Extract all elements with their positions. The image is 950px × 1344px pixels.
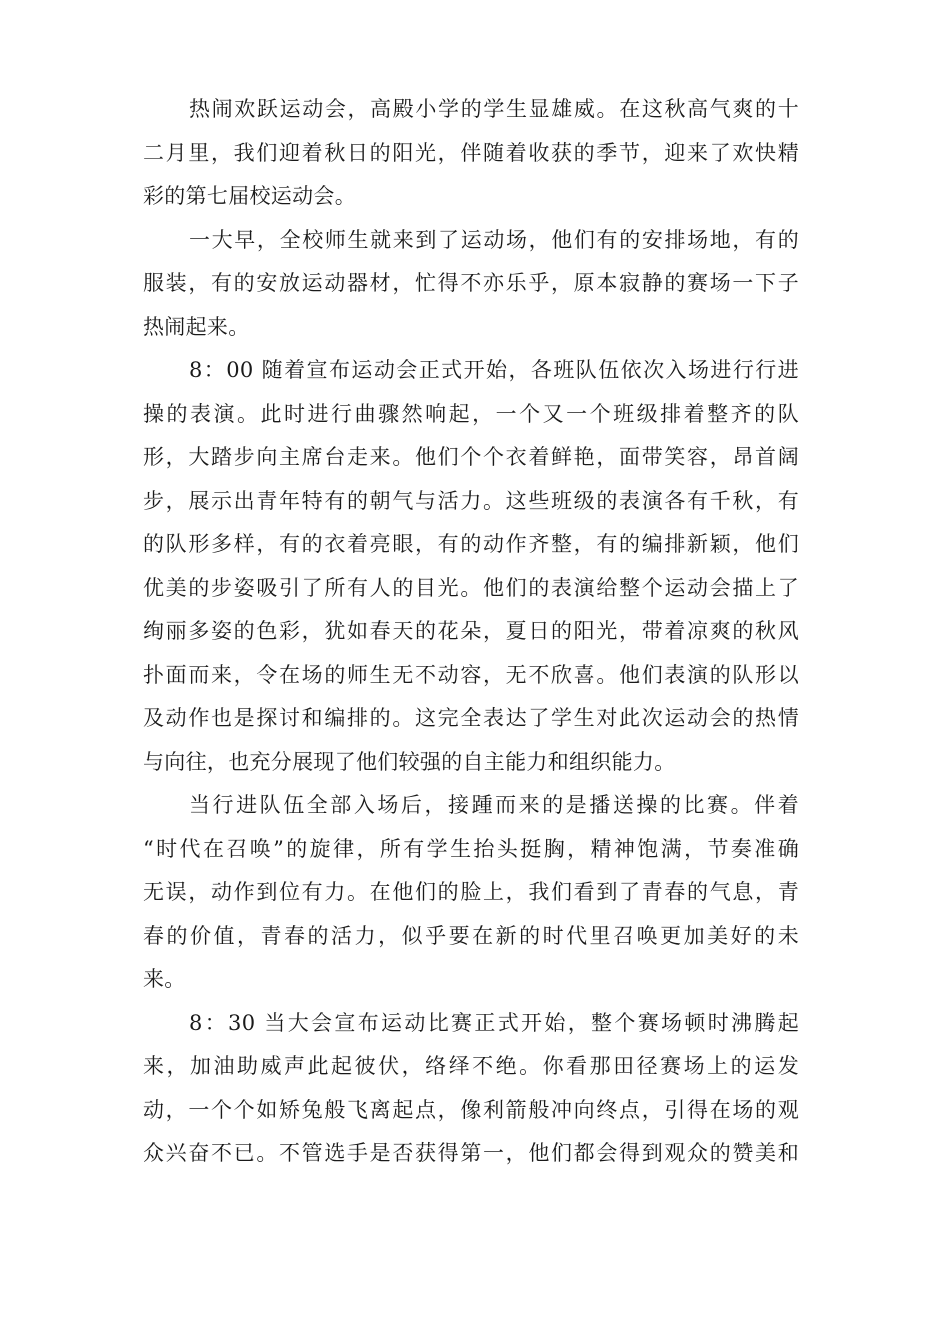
paragraph (143, 349, 799, 784)
text-line: 服装，有的安放运动器材，忙得不亦乐乎，原本寂静的赛场一下子 (143, 271, 799, 295)
text-line: 彩的第七届校运动会。 (143, 184, 356, 208)
text-line: 与向往，也充分展现了他们较强的自主能力和组织能力。 (143, 749, 676, 774)
text-line: 形，大踏步向主席台走来。他们个个衣着鲜艳，面带笑容，昂首阔 (143, 445, 799, 469)
document-body (143, 88, 799, 1176)
text-line: 来，加油助威声此起彼伏，络绎不绝。你看那田径赛场上的运发 (143, 1054, 799, 1078)
paragraph (143, 219, 799, 350)
text-line: 优美的步姿吸引了所有人的目光。他们的表演给整个运动会描上了 (143, 575, 799, 600)
text-line: 的队形多样，有的衣着亮眼，有的动作齐整，有的编排新颖，他们 (143, 532, 799, 556)
text-line: 热闹欢跃运动会，高殿小学的学生显雄威。在这秋高气爽的十 (189, 97, 799, 121)
paragraph (143, 88, 799, 219)
text-line: 众兴奋不已。不管选手是否获得第一，他们都会得到观众的赞美和 (143, 1141, 799, 1165)
text-line: 动，一个个如矫兔般飞离起点，像利箭般冲向终点，引得在场的观 (143, 1097, 799, 1122)
text-line: 步，展示出青年特有的朝气与活力。这些班级的表演各有千秋，有 (143, 488, 799, 513)
text-line: 及动作也是探讨和编排的。这完全表达了学生对此次运动会的热情 (143, 706, 799, 730)
text-line: 一大早，全校师生就来到了运动场，他们有的安排场地，有的 (189, 227, 799, 252)
text-line: 8：00 随着宣布运动会正式开始，各班队伍依次入场进行行进 (189, 358, 799, 382)
text-line: 8：30 当大会宣布运动比赛正式开始，整个赛场顿时沸腾起 (189, 1010, 799, 1035)
text-line: 来。 (143, 967, 186, 991)
text-line: 无误，动作到位有力。在他们的脸上，我们看到了青春的气息，青 (143, 880, 799, 904)
text-line: 热闹起来。 (143, 314, 250, 339)
text-line: 二月里，我们迎着秋日的阳光，伴随着收获的季节，迎来了欢快精 (143, 140, 799, 165)
text-line: 绚丽多姿的色彩，犹如春天的花朵，夏日的阳光，带着凉爽的秋风 (143, 619, 799, 643)
text-line: 春的价值，青春的活力，似乎要在新的时代里召唤更加美好的未 (143, 923, 799, 948)
text-line: “时代在召唤”的旋律，所有学生抬头挺胸，精神饱满，节奏准确 (143, 836, 799, 861)
text-line: 扑面而来，令在场的师生无不动容，无不欣喜。他们表演的队形以 (143, 662, 799, 687)
paragraph (143, 1002, 799, 1176)
text-line: 操的表演。此时进行曲骤然响起，一个又一个班级排着整齐的队 (143, 401, 799, 426)
text-line: 当行进队伍全部入场后，接踵而来的是播送操的比赛。伴着 (189, 793, 799, 817)
paragraph (143, 784, 799, 1002)
